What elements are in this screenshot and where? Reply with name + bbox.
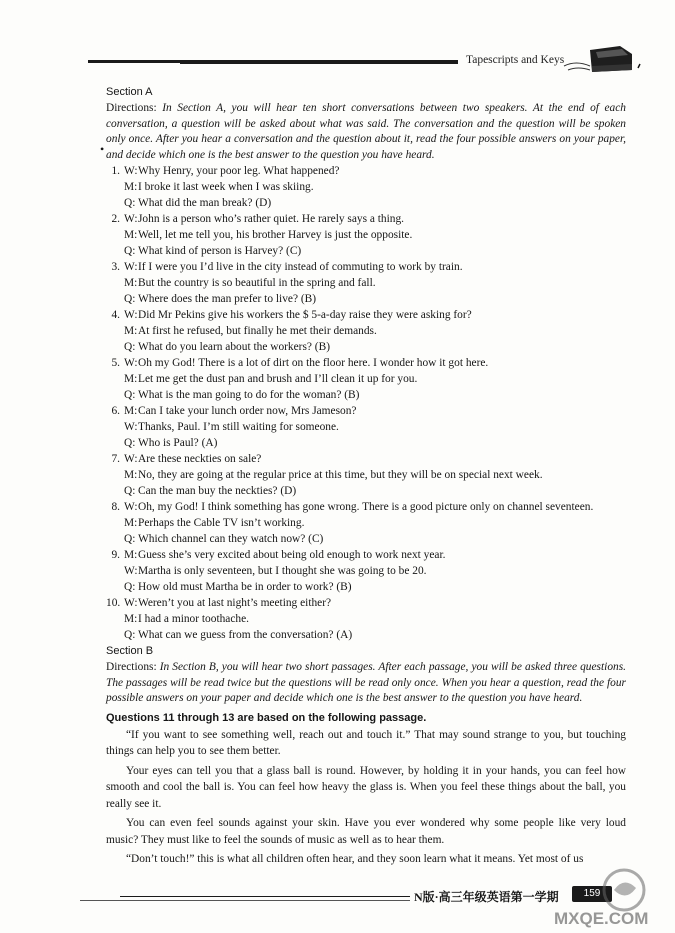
section-b-directions (106, 660, 626, 707)
dialogue-line (106, 483, 626, 499)
line-text: Which channel can they watch now? (C) (138, 533, 324, 545)
speaker-label: M: (124, 373, 138, 385)
dialogue-line (106, 435, 626, 451)
dialogue-line (106, 259, 626, 275)
speaker-label: W: (124, 213, 138, 225)
section-a-heading: Section A (106, 86, 153, 98)
line-text: Are these neckties on sale? (138, 453, 262, 465)
header-title: Tapescripts and Keys (466, 54, 565, 66)
books-icon (562, 40, 642, 76)
section-a-directions (106, 101, 626, 163)
item-number: 3. (111, 261, 120, 273)
section-b-heading: Section B (106, 645, 154, 657)
line-text: What did the man break? (D) (138, 197, 272, 209)
dialogue-line (106, 515, 626, 531)
speaker-label: Q: (124, 293, 136, 305)
header-rule-thin (180, 63, 458, 64)
speaker-label: M: (124, 325, 138, 337)
speaker-label: W: (124, 453, 138, 465)
footer-edition: N版·高三年级英语第一学期 (414, 890, 559, 904)
line-text: What kind of person is Harvey? (C) (138, 245, 302, 257)
speaker-label: M: (124, 229, 138, 241)
margin-dot: • (100, 142, 105, 156)
line-text: Can the man buy the neckties? (D) (138, 485, 297, 497)
dialogue-line (106, 179, 626, 195)
dialogue-line (106, 355, 626, 371)
speaker-label: Q: (124, 341, 136, 353)
line-text: Did Mr Pekins give his workers the $ 5-a-day raise they were asking for? (138, 309, 472, 321)
dialogue-line (106, 531, 626, 547)
dialogue-line (106, 291, 626, 307)
line-text: Well, let me tell you, his brother Harvey is just the opposite. (138, 229, 413, 241)
dialogue-line (106, 211, 626, 227)
item-number: 7. (111, 453, 120, 465)
dialogue-line (106, 371, 626, 387)
dialogue-line (106, 403, 626, 419)
item-number: 5. (111, 357, 120, 369)
directions-label: Directions: (106, 661, 157, 673)
line-text: But the country is so beautiful in the spring and fall. (138, 277, 376, 289)
dialogue-line (106, 627, 626, 643)
directions-text: In Section A, you will hear ten short conversations between two speakers. At the end of each conversation, a question will be asked about what was said. The conversation and the question will be spoken only once. After you hear a conversation and the question about it, read the four possible answers on your paper, and decide which one is the best answer to the question you have heard. (106, 102, 626, 161)
speaker-label: Q: (124, 629, 136, 641)
passage-paragraph: “Don’t touch!” this is what all children often hear, and they soon learn what it means. Yet most of us (126, 853, 584, 865)
line-text: I broke it last week when I was skiing. (138, 181, 314, 193)
speaker-label: W: (124, 165, 138, 177)
dialogue-line (106, 163, 626, 179)
passage (106, 727, 626, 868)
line-text: Where does the man prefer to live? (B) (138, 293, 317, 305)
dialogue-line (106, 563, 626, 579)
speaker-label: M: (124, 181, 138, 193)
dialogue-line (106, 339, 626, 355)
speaker-label: W: (124, 421, 138, 433)
speaker-label: W: (124, 597, 138, 609)
item-number: 9. (111, 549, 120, 561)
dialogue-line (106, 451, 626, 467)
speaker-label: M: (124, 613, 138, 625)
item-number: 2. (111, 213, 120, 225)
speaker-label: Q: (124, 485, 136, 497)
line-text: Let me get the dust pan and brush and I’ll clean it up for you. (138, 373, 418, 385)
line-text: Oh, my God! I think something has gone wrong. There is a good picture only on channel seventeen. (138, 501, 594, 513)
line-text: What do you learn about the workers? (B) (138, 341, 330, 353)
dialogue-line (106, 195, 626, 211)
conversation-list (106, 163, 626, 643)
dialogue-line (106, 611, 626, 627)
dialogue-line (106, 227, 626, 243)
item-number: 6. (111, 405, 120, 417)
passage-paragraph: Your eyes can tell you that a glass ball is round. However, by holding it in your hands, you can feel how smooth and cool the ball is. You can feel how heavy the glass is. When you feel these things about the ball, you really see it. (106, 764, 626, 810)
speaker-label: W: (124, 565, 138, 577)
speaker-label: W: (124, 261, 138, 273)
dialogue-line (106, 419, 626, 435)
speaker-label: W: (124, 357, 138, 369)
item-number: 10. (106, 597, 121, 609)
directions-text: In Section B, you will hear two short passages. After each passage, you will be asked three questions. The passages will be read twice but the questions will be read only once. When you hear a question, read the four possible answers on your paper and decide which one is the best answer to the question you have heard. (106, 661, 626, 704)
line-text: No, they are going at the regular price at this time, but they will be on special next week. (138, 469, 543, 481)
dialogue-line (106, 595, 626, 611)
speaker-label: Q: (124, 533, 136, 545)
page-header (0, 0, 675, 80)
item-number: 1. (111, 165, 120, 177)
line-text: At first he refused, but finally he met their demands. (138, 325, 377, 337)
line-text: How old must Martha be in order to work? (B) (138, 581, 352, 593)
speaker-label: W: (124, 309, 138, 321)
line-text: Can I take your lunch order now, Mrs Jameson? (138, 405, 357, 417)
dialogue-line (106, 307, 626, 323)
speaker-label: Q: (124, 581, 136, 593)
questions-heading: Questions 11 through 13 are based on the following passage. (106, 711, 427, 724)
speaker-label: Q: (124, 437, 136, 449)
footer-rule (120, 896, 410, 897)
item-number: 4. (111, 309, 120, 321)
line-text: Martha is only seventeen, but I thought she was going to be 20. (138, 565, 427, 577)
line-text: Weren’t you at last night’s meeting either? (138, 597, 332, 609)
speaker-label: M: (124, 549, 138, 561)
dialogue-line (106, 387, 626, 403)
footer-rule-thin (80, 900, 410, 901)
watermark-logo (552, 866, 662, 928)
watermark-text: MXQE.COM (554, 909, 649, 928)
speaker-label: M: (124, 405, 138, 417)
speaker-label: W: (124, 501, 138, 513)
dialogue-line (106, 323, 626, 339)
line-text: If I were you I’d live in the city instead of commuting to work by train. (138, 261, 463, 273)
line-text: Why Henry, your poor leg. What happened? (138, 165, 340, 177)
line-text: John is a person who’s rather quiet. He rarely says a thing. (138, 213, 405, 225)
passage-paragraph: “If you want to see something well, reach out and touch it.” That may sound strange to you, but touching things can help you to see them better. (106, 728, 626, 757)
line-text: I had a minor toothache. (138, 613, 250, 625)
passage-paragraph: You can even feel sounds against your skin. Have you ever wondered why some people like very loud music? They must like to feel the sounds of music as well as to hear them. (106, 817, 626, 846)
speaker-label: Q: (124, 197, 136, 209)
line-text: Oh my God! There is a lot of dirt on the floor here. I wonder how it got here. (138, 357, 489, 369)
line-text: Thanks, Paul. I’m still waiting for someone. (138, 421, 339, 433)
directions-label: Directions: (106, 102, 157, 114)
dialogue-line (106, 579, 626, 595)
line-text: What is the man going to do for the woman? (B) (138, 389, 360, 401)
item-number: 8. (111, 501, 120, 513)
dialogue-line (106, 275, 626, 291)
dialogue-line (106, 547, 626, 563)
line-text: Perhaps the Cable TV isn’t working. (138, 517, 305, 529)
page-number: 159 (572, 886, 612, 902)
line-text: Who is Paul? (A) (138, 437, 218, 449)
speaker-label: Q: (124, 245, 136, 257)
line-text: Guess she’s very excited about being old enough to work next year. (138, 549, 446, 561)
tapescript-content (106, 84, 626, 871)
dialogue-line (106, 467, 626, 483)
speaker-label: M: (124, 469, 138, 481)
dialogue-line (106, 499, 626, 515)
speaker-label: Q: (124, 389, 136, 401)
speaker-label: M: (124, 517, 138, 529)
speaker-label: M: (124, 277, 138, 289)
dialogue-line (106, 243, 626, 259)
line-text: What can we guess from the conversation? (A) (138, 629, 353, 641)
